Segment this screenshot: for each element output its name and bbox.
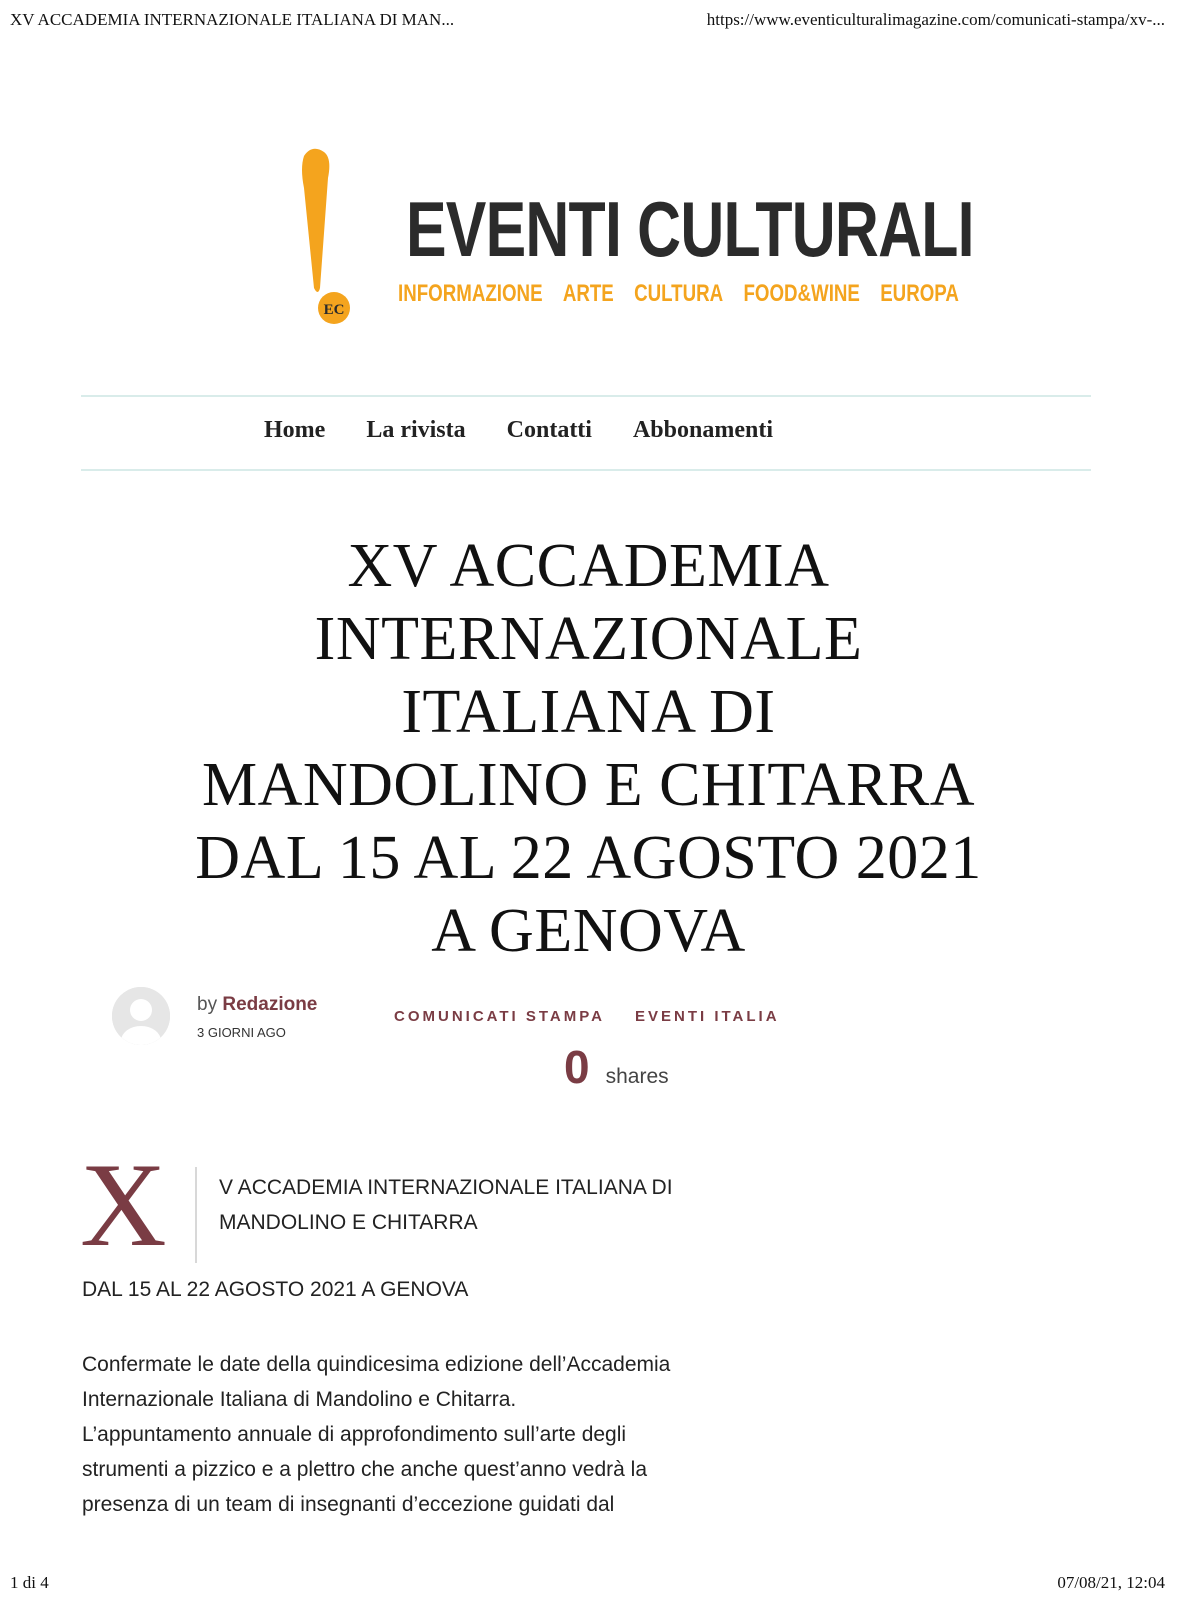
article-body xyxy=(82,1347,782,1522)
main-nav xyxy=(81,395,1091,471)
author-prefix: by xyxy=(197,994,218,1015)
category-comunicati-stampa[interactable]: COMUNICATI STAMPA xyxy=(394,1008,605,1025)
author-link[interactable]: Redazione xyxy=(222,994,318,1015)
title-line: DAL 15 AL 22 AGOSTO 2021 xyxy=(195,824,982,892)
exclamation-logo-icon xyxy=(298,148,358,338)
category-list xyxy=(394,1008,810,1025)
logo-badge: EC xyxy=(323,302,345,318)
nav-item-contatti[interactable]: Contatti xyxy=(506,417,592,443)
title-line: MANDOLINO E CHITARRA xyxy=(201,751,976,819)
post-date: 3 GIORNI AGO xyxy=(197,1025,286,1040)
logo-title: EVENTI CULTURALI xyxy=(406,185,974,273)
body-line: strumenti a pizzico e a plettro che anche quest’anno vedrà la xyxy=(82,1458,648,1481)
article-subhead: DAL 15 AL 22 AGOSTO 2021 A GENOVA xyxy=(82,1278,469,1301)
body-line: Confermate le date della quindicesima edizione dell’Accademia xyxy=(82,1353,671,1376)
title-line: XV ACCADEMIA xyxy=(347,532,830,600)
shares-label: shares xyxy=(605,1065,669,1088)
title-line: INTERNAZIONALE xyxy=(314,605,863,673)
print-header-title: XV ACCADEMIA INTERNAZIONALE ITALIANA DI MAN... xyxy=(10,10,455,29)
site-logo[interactable] xyxy=(298,148,974,338)
logo-tagline xyxy=(398,280,979,308)
print-datetime: 07/08/21, 12:04 xyxy=(1057,1573,1165,1592)
print-header-url: https://www.eventiculturalimagazine.com/comunicati-stampa/xv-... xyxy=(706,10,1165,29)
print-header xyxy=(0,10,1177,34)
logo-tagline-item: ARTE xyxy=(562,280,614,307)
category-eventi-italia[interactable]: EVENTI ITALIA xyxy=(634,1008,780,1025)
logo-tagline-item: EUROPA xyxy=(880,280,959,307)
share-counter xyxy=(564,1040,669,1094)
drop-cap: X xyxy=(80,1138,167,1271)
shares-count: 0 xyxy=(564,1041,590,1093)
nav-item-abbonamenti[interactable]: Abbonamenti xyxy=(632,417,773,443)
title-line: A GENOVA xyxy=(431,897,746,965)
author-line xyxy=(197,994,317,1016)
user-silhouette-icon xyxy=(112,987,170,1045)
article-title xyxy=(150,530,1027,968)
title-line: ITALIANA DI xyxy=(401,678,776,746)
lead-paragraph: V ACCADEMIA INTERNAZIONALE ITALIANA DI MANDOLINO E CHITARRA xyxy=(219,1176,673,1234)
body-line: L’appuntamento annuale di approfondimento sull’arte degli xyxy=(82,1423,627,1446)
page-number: 1 di 4 xyxy=(10,1573,49,1592)
body-line: presenza di un team di insegnanti d’eccezione guidati dal xyxy=(82,1493,615,1516)
nav-item-la-rivista[interactable]: La rivista xyxy=(366,417,466,443)
drop-cap-divider xyxy=(195,1167,197,1263)
nav-items xyxy=(264,417,814,444)
print-footer xyxy=(0,1573,1177,1597)
logo-tagline-item: INFORMAZIONE xyxy=(398,280,543,307)
body-line: Internazionale Italiana di Mandolino e Chitarra. xyxy=(82,1388,517,1411)
logo-tagline-item: FOOD&WINE xyxy=(743,280,860,307)
author-avatar[interactable] xyxy=(112,987,170,1045)
nav-item-home[interactable]: Home xyxy=(264,417,326,443)
logo-tagline-item: CULTURA xyxy=(634,280,724,307)
